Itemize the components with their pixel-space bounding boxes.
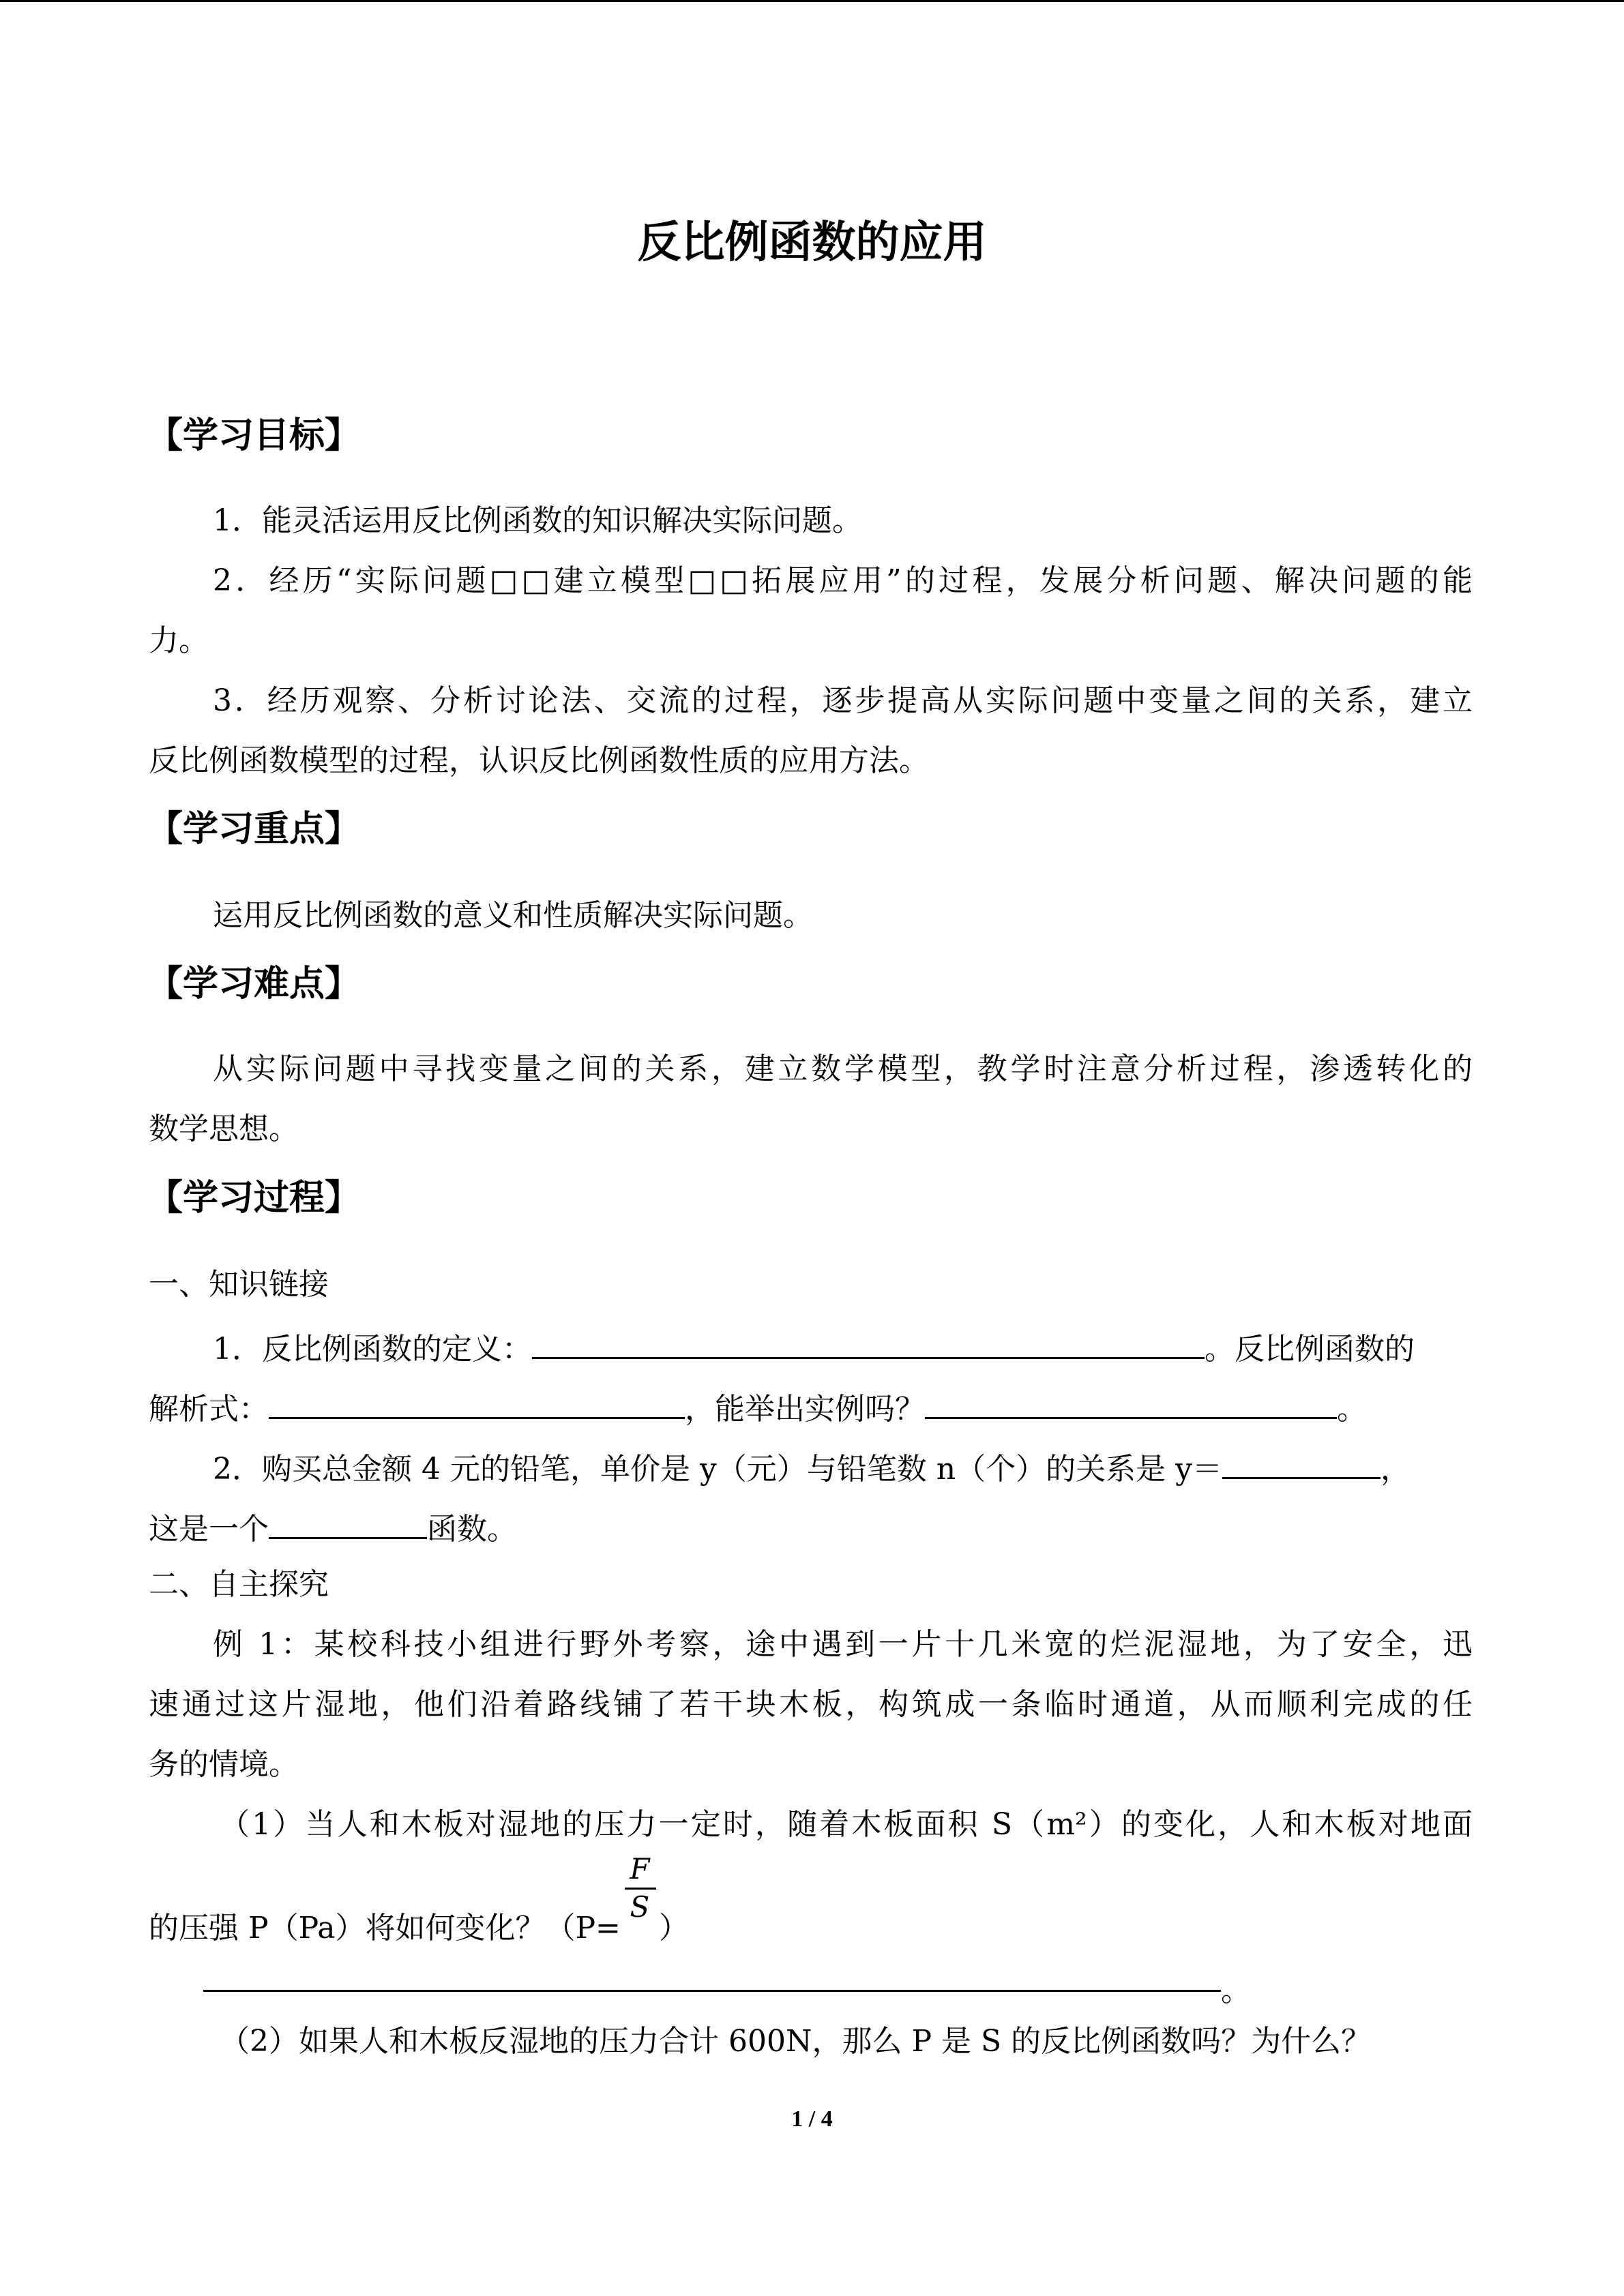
knowledge-link-title: 一、知识链接 bbox=[149, 1267, 329, 1302]
question-2-line-2 bbox=[149, 1504, 517, 1550]
objective-item-2-line-2: 力。 bbox=[149, 623, 209, 658]
formula-numerator: F bbox=[630, 1852, 650, 1885]
sub-question-1-line-1: （1）当人和木板对湿地的压力一定时，随着木板面积 S（m²）的变化，人和木板对地面 bbox=[220, 1807, 1473, 1842]
example-1-line-3: 务的情境。 bbox=[149, 1747, 299, 1782]
difficulties-heading: 【学习难点】 bbox=[147, 964, 361, 1004]
formula-denominator: S bbox=[630, 1890, 650, 1924]
expression-blank[interactable] bbox=[269, 1384, 685, 1419]
pressure-formula bbox=[621, 1852, 659, 1938]
objective-item-3-line-2: 反比例函数模型的过程，认识反比例函数性质的应用方法。 bbox=[149, 743, 929, 778]
question-1-end: 。 bbox=[1337, 1392, 1367, 1427]
example-1-line-1: 例 1：某校科技小组进行野外考察，途中遇到一片十几米宽的烂泥湿地，为了安全，迅 bbox=[213, 1627, 1473, 1662]
example-1-line-2: 速通过这片湿地，他们沿着路线铺了若干块木板，构筑成一条临时通道，从而顺利完成的任 bbox=[149, 1687, 1473, 1722]
objective-item-3-line-1: 3．经历观察、分析讨论法、交流的过程，逐步提高从实际问题中变量之间的关系，建立 bbox=[213, 683, 1473, 718]
page-number: 1 / 4 bbox=[791, 2106, 833, 2132]
page-title: 反比例函数的应用 bbox=[637, 218, 987, 268]
difficulties-line-1: 从实际问题中寻找变量之间的关系，建立数学模型，教学时注意分析过程，渗透转化的 bbox=[213, 1052, 1473, 1086]
sub-question-2: （2）如果人和木板反湿地的压力合计 600N，那么 P 是 S 的反比例函数吗？为什么？ bbox=[220, 2024, 1372, 2059]
top-border bbox=[0, 0, 1624, 2]
question-2-comma: ， bbox=[1380, 1452, 1411, 1487]
function-type-blank[interactable] bbox=[269, 1504, 427, 1539]
question-1-line-1 bbox=[213, 1324, 1415, 1370]
sub-question-1-line-2 bbox=[149, 1852, 689, 1949]
fraction-bar bbox=[625, 1888, 656, 1890]
sub-question-1-close: ） bbox=[658, 1911, 689, 1945]
example-prompt: ，能举出实例吗？ bbox=[685, 1392, 925, 1427]
expression-label: 解析式： bbox=[149, 1392, 269, 1427]
answer-end-mark: 。 bbox=[1221, 1973, 1251, 2008]
relation-blank[interactable] bbox=[1222, 1444, 1381, 1479]
key-points-heading: 【学习重点】 bbox=[147, 809, 361, 850]
definition-blank[interactable] bbox=[532, 1324, 1205, 1359]
question-2-line-1 bbox=[213, 1444, 1411, 1490]
objective-item-2-line-1: 2．经历“实际问题□□建立模型□□拓展应用”的过程，发展分析问题、解决问题的能 bbox=[213, 563, 1473, 598]
question-2-end: 函数。 bbox=[427, 1512, 517, 1547]
sub-question-1-prompt: 的压强 P（Pa）将如何变化？（P= bbox=[149, 1911, 621, 1945]
question-2-prompt: 2．购买总金额 4 元的铅笔，单价是 y（元）与铅笔数 n（个）的关系是 y＝ bbox=[213, 1452, 1222, 1487]
example-blank[interactable] bbox=[925, 1384, 1337, 1419]
function-type-prompt: 这是一个 bbox=[149, 1512, 269, 1547]
objectives-heading: 【学习目标】 bbox=[147, 415, 361, 456]
key-points-text: 运用反比例函数的意义和性质解决实际问题。 bbox=[213, 898, 813, 933]
difficulties-line-2: 数学思想。 bbox=[149, 1112, 299, 1146]
self-exploration-title: 二、自主探究 bbox=[149, 1567, 329, 1602]
question-1-prompt: 1．反比例函数的定义： bbox=[213, 1332, 532, 1367]
question-1-line-2 bbox=[149, 1384, 1367, 1430]
process-heading: 【学习过程】 bbox=[147, 1178, 361, 1219]
answer-blank[interactable] bbox=[203, 1990, 1221, 1992]
question-1-suffix: 。反比例函数的 bbox=[1205, 1332, 1415, 1367]
objective-item-1: 1．能灵活运用反比例函数的知识解决实际问题。 bbox=[213, 503, 862, 538]
